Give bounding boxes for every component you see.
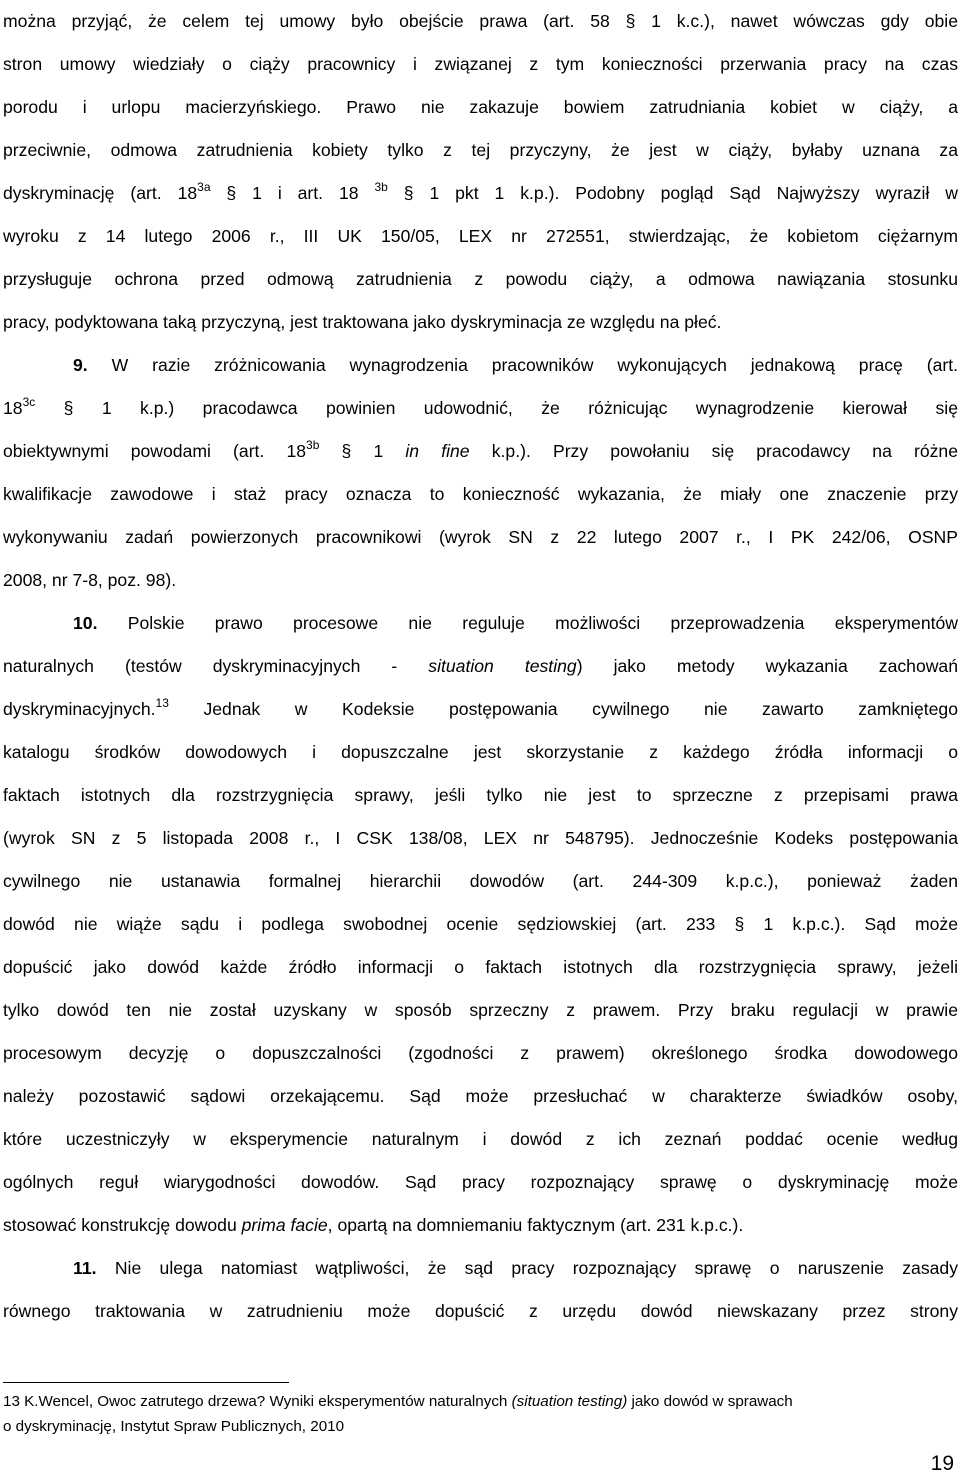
paragraph-10-first-line: 10. Polskie prawo procesowe nie reguluje możliwości przeprowadzenia eksperymentów — [73, 613, 958, 633]
text-line: procesowym decyzję o dopuszczalności (zgodności z prawem) określonego środka dowodowego — [3, 1043, 958, 1063]
superscript: 3c — [22, 395, 36, 409]
paragraph-number: 11. — [73, 1258, 97, 1278]
text-line: przysługuje ochrona przed odmową zatrudnienia z powodu ciąży, a odmowa nawiązania stosunku — [3, 269, 958, 289]
text-line: dopuścić jako dowód każde źródło informacji o faktach istotnych dla rozstrzygnięcia sprawy, jeżeli — [3, 957, 958, 977]
text-line: cywilnego nie ustanawia formalnej hierarchii dowodów (art. 244-309 k.p.c.), ponieważ żaden — [3, 871, 958, 891]
footnote-separator — [3, 1382, 289, 1383]
text-line: można przyjąć, że celem tej umowy było obejście prawa (art. 58 § 1 k.c.), nawet wówczas gdy obie — [3, 11, 958, 31]
superscript: 3a — [197, 180, 211, 194]
text-line: dowód nie wiąże sądu i podlega swobodnej ocenie sędziowskiej (art. 233 § 1 k.p.c.). Sąd może — [3, 914, 958, 934]
text-line: kwalifikacje zawodowe i staż pracy oznacza to konieczność wykazania, że miały one znaczenie przy — [3, 484, 958, 504]
text-line: ogólnych reguł wiarygodności dowodów. Sąd pracy rozpoznający sprawę o dyskryminację może — [3, 1172, 958, 1192]
text-line: (wyrok SN z 5 listopada 2008 r., I CSK 138/08, LEX nr 548795). Jednocześnie Kodeks postępowania — [3, 828, 958, 848]
paragraph-number: 10. — [73, 613, 98, 633]
text-line: obiektywnymi powodami (art. $18^{3b}$ § 1 in fine k.p.). Przy powołaniu się pracodawcy na różne — [3, 438, 959, 461]
text-line: pracy, podyktowana taką przyczyną, jest traktowana jako dyskryminacja ze względu na płeć. — [3, 312, 722, 332]
page-number: 19 — [930, 1452, 954, 1475]
text-line: stosować konstrukcję dowodu prima facie, opartą na domniemaniu faktycznym (art. 231 k.p.c.). — [3, 1215, 744, 1235]
text-line: $18^{3c}$ § 1 k.p.) pracodawca powinien udowodnić, że różnicując wynagrodzenie kierował się — [3, 395, 958, 418]
footnote-line: 13 K.Wencel, Owoc zatrutego drzewa? Wyniki eksperymentów naturalnych (situation testing) jako dowód w sprawach — [3, 1393, 793, 1410]
text-line: dyskryminacyjnych.$^{13}$ Jednak w Kodeksie postępowania cywilnego nie zawarto zamkniętego — [3, 696, 958, 719]
text-line: przeciwnie, odmowa zatrudnienia kobiety tylko z tej przyczyny, że jest w ciąży, byłaby uznana za — [3, 140, 958, 160]
paragraph-number: 9. — [73, 355, 88, 375]
footnote-line: o dyskryminację, Instytut Spraw Publicznych, 2010 — [3, 1418, 345, 1435]
text-line: wyroku z 14 lutego 2006 r., III UK 150/05, LEX nr 272551, stwierdzając, że kobietom ciężarnym — [3, 226, 958, 246]
text-line: porodu i urlopu macierzyńskiego. Prawo nie zakazuje bowiem zatrudniania kobiet w ciąży, a — [3, 97, 958, 117]
text-line: które uczestniczyły w eksperymencie naturalnym i dowód z ich zeznań poddać ocenie według — [3, 1129, 958, 1149]
footnote-reference: 13 — [155, 696, 169, 710]
text-line: dyskryminację (art. $18^{3a}$ § 1 i art. 18 $^{3b}$ § 1 pkt 1 k.p.). Podobny pogląd Sąd Najwyższy wyraził w — [3, 180, 958, 203]
superscript: 3b — [374, 180, 388, 194]
paragraph-11-first-line: 11. Nie ulega natomiast wątpliwości, że sąd pracy rozpoznający sprawę o naruszenie zasady — [73, 1258, 958, 1278]
text-line: 2008, nr 7-8, poz. 98). — [3, 570, 177, 590]
text-line: katalogu środków dowodowych i dopuszczalne jest skorzystanie z każdego źródła informacji o — [3, 742, 958, 762]
text-line: wykonywaniu zadań powierzonych pracownikowi (wyrok SN z 22 lutego 2007 r., I PK 242/06, OSNP — [3, 527, 958, 547]
text-line: równego traktowania w zatrudnieniu może dopuścić z urzędu dowód niewskazany przez strony — [3, 1301, 958, 1321]
superscript: 3b — [306, 438, 320, 452]
text-line: naturalnych (testów dyskryminacyjnych - situation testing) jako metody wykazania zachowań — [3, 656, 958, 676]
paragraph-9-first-line: 9. W razie zróżnicowania wynagrodzenia pracowników wykonujących jednakową pracę (art. — [73, 355, 958, 375]
text-line: tylko dowód ten nie został uzyskany w sposób sprzeczny z prawem. Przy braku regulacji w prawie — [3, 1000, 958, 1020]
text-line: stron umowy wiedziały o ciąży pracownicy i związanej z tym konieczności przerwania pracy na czas — [3, 54, 958, 74]
text-line: faktach istotnych dla rozstrzygnięcia sprawy, jeśli tylko nie jest to sprzeczne z przepisami prawa — [3, 785, 958, 805]
text-line: należy pozostawić sądowi orzekającemu. Sąd może przesłuchać w charakterze świadków osoby, — [3, 1086, 958, 1106]
